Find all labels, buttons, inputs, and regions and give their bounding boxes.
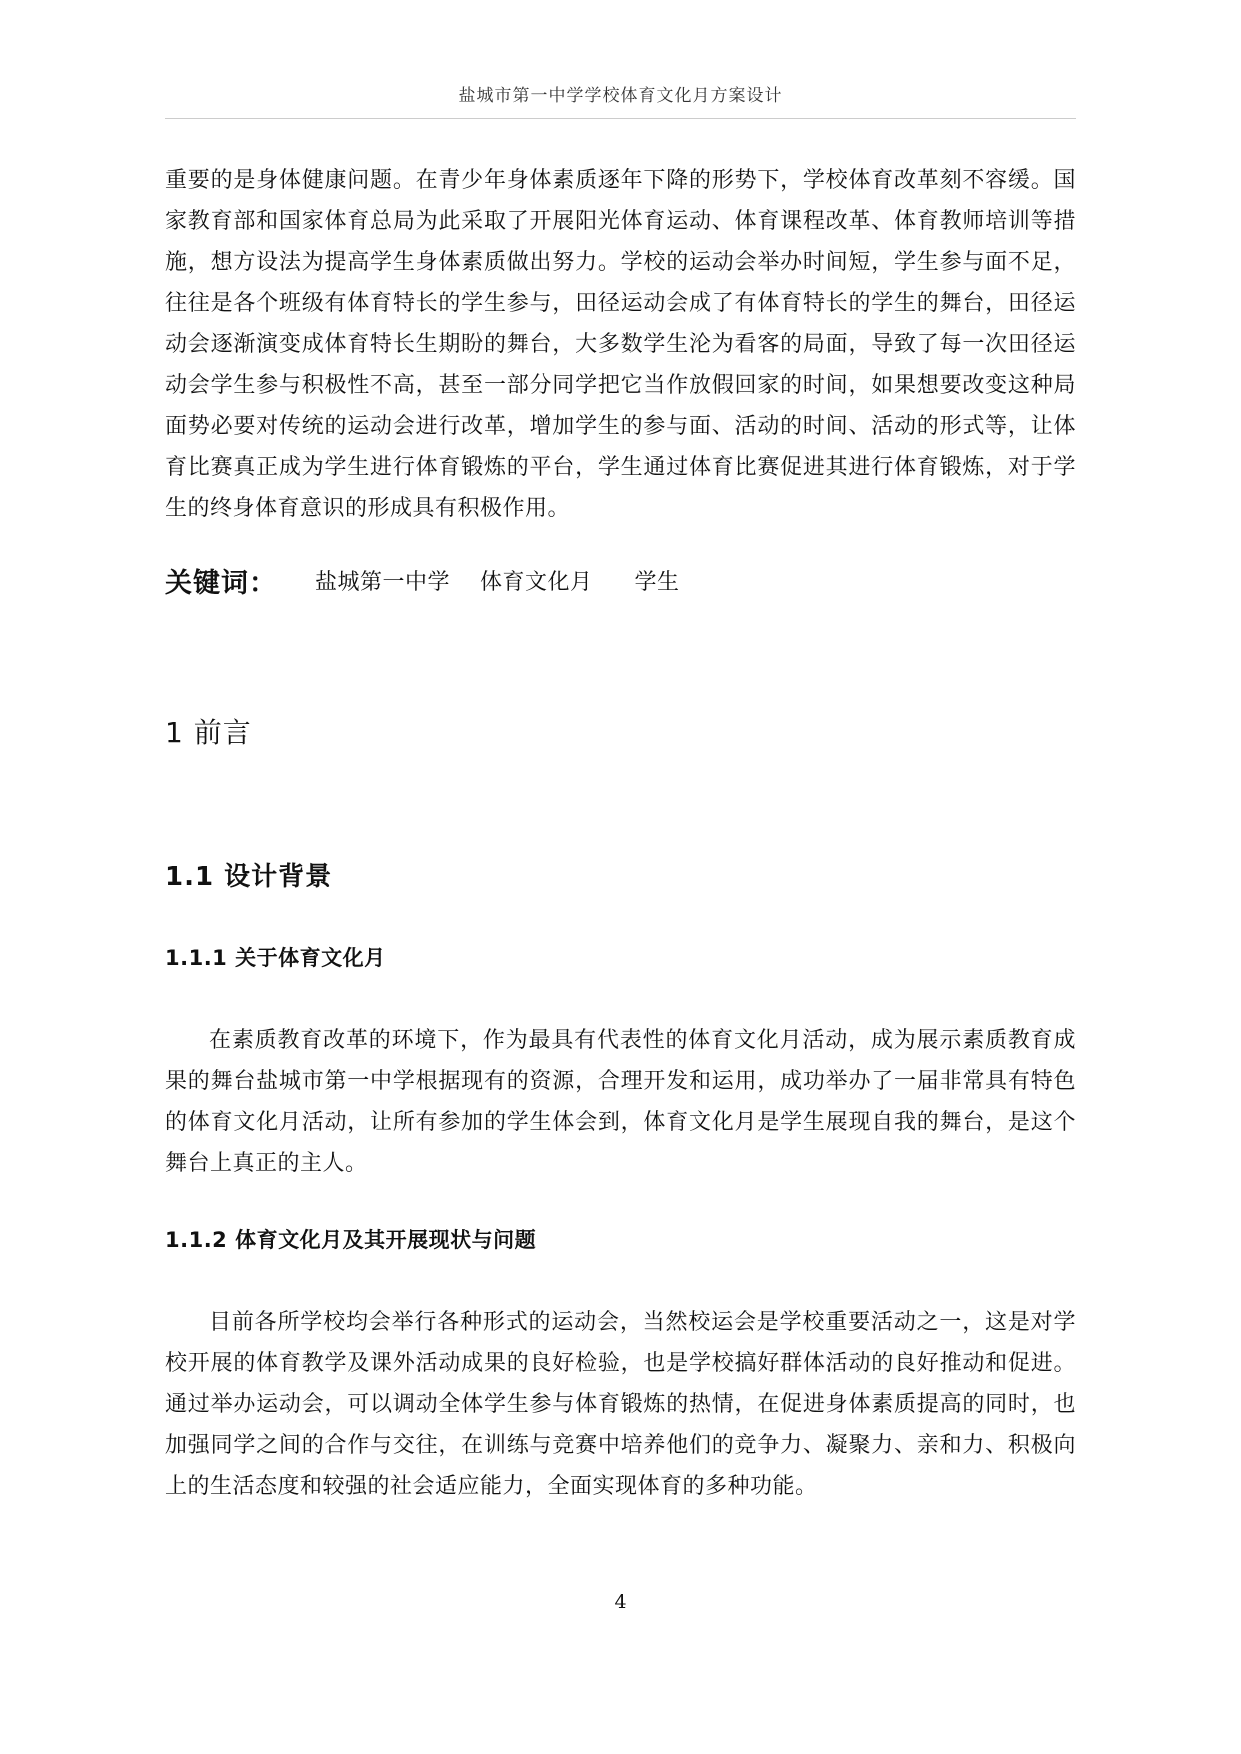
- keyword-item: 学生: [634, 569, 680, 595]
- keywords-label: 关键词：: [165, 567, 277, 599]
- abstract-continuation: 重要的是身体健康问题。在青少年身体素质逐年下降的形势下，学校体育改革刻不容缓。国家教育部和国家体育总局为此采取了开展阳光体育运动、体育课程改革、体育教师培训等措施，想方设法为提高学生身体素质做出努力。学校的运动会举办时间短，学生参与面不足，往往是各个班级有体育特长的学生参与，田径运动会成了有体育特长的学生的舞台，田径运动会逐渐演变成体育特长生期盼的舞台，大多数学生沦为看客的局面，导致了每一次田径运动会学生参与积极性不高，甚至一部分同学把它当作放假回家的时间，如果想要改变这种局面势必要对传统的运动会进行改革，增加学生的参与面、活动的时间、活动的形式等，让体育比赛真正成为学生进行体育锻炼的平台，学生通过体育比赛促进其进行体育锻炼，对于学生的终身体育意识的形成具有积极作用。: [165, 168, 1076, 521]
- section-heading-1-1-2: 1.1.2 体育文化月及其开展现状与问题: [165, 1228, 537, 1252]
- keywords-line: [165, 558, 1076, 602]
- section-heading-1-1-1: 1.1.1 关于体育文化月: [165, 946, 386, 970]
- section-heading-1-1: 1.1 设计背景: [165, 862, 333, 892]
- keyword-item: 体育文化月: [480, 569, 593, 595]
- section-1-1-1-body: 在素质教育改革的环境下，作为最具有代表性的体育文化月活动，成为展示素质教育成果的舞台盐城市第一中学根据现有的资源，合理开发和运用，成功举办了一届非常具有特色的体育文化月活动，让所有参加的学生体会到，体育文化月是学生展现自我的舞台，是这个舞台上真正的主人。: [165, 1028, 1076, 1176]
- keyword-item: 盐城第一中学: [315, 569, 451, 595]
- running-header: 盐城市第一中学学校体育文化月方案设计: [458, 86, 783, 106]
- page-number: 4: [614, 1591, 627, 1613]
- section-heading-1: 1 前言: [165, 716, 252, 749]
- section-1-1-2-body: 目前各所学校均会举行各种形式的运动会，当然校运会是学校重要活动之一，这是对学校开展的体育教学及课外活动成果的良好检验，也是学校搞好群体活动的良好推动和促进。通过举办运动会，可以调动全体学生参与体育锻炼的热情，在促进身体素质提高的同时，也加强同学之间的合作与交往，在训练与竞赛中培养他们的竞争力、凝聚力、亲和力、积极向上的生活态度和较强的社会适应能力，全面实现体育的多种功能。: [165, 1310, 1076, 1499]
- header-rule: [165, 118, 1076, 119]
